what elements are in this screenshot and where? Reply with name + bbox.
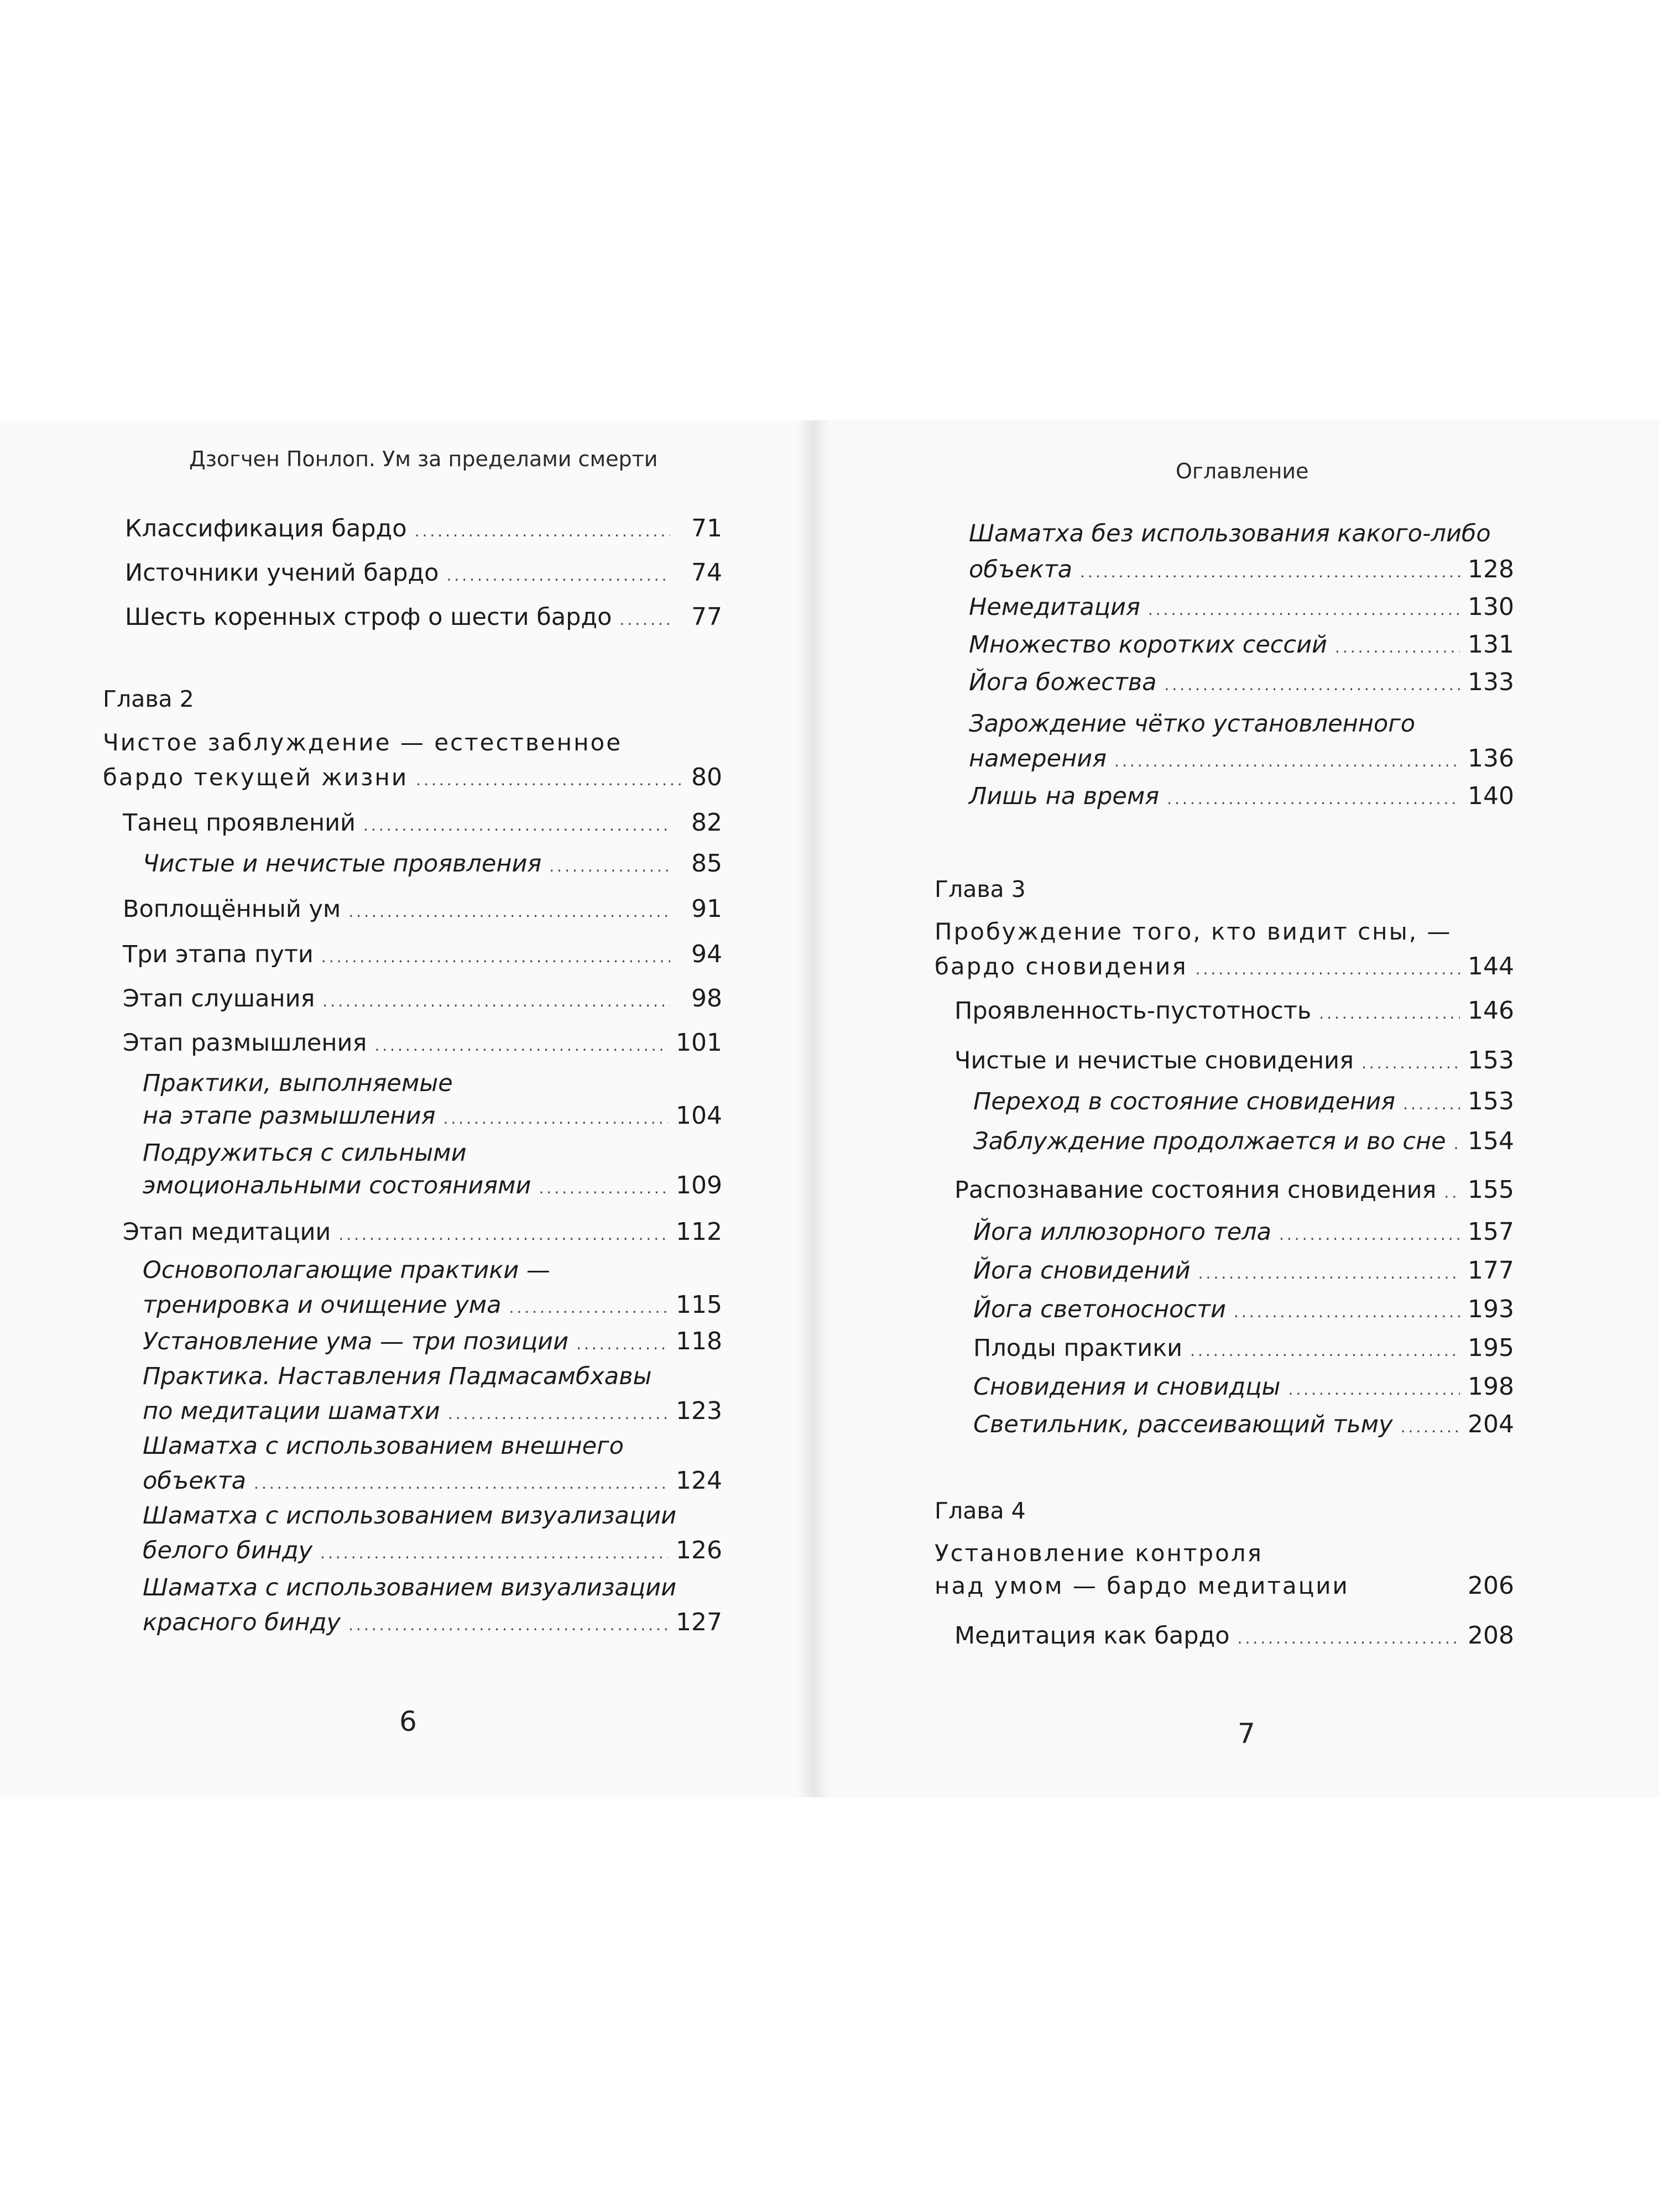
toc-subsection-title: Переход в состояние сновидения [973, 1088, 1396, 1115]
leader-dots [374, 1036, 668, 1055]
leader-dots [1335, 638, 1460, 657]
toc-subsection-title: Основополагающие практики — [143, 1256, 550, 1284]
chapter-label: Глава 4 [935, 1498, 1026, 1524]
toc-section-page: 91 [691, 895, 722, 923]
toc-subsection [973, 1410, 1514, 1439]
leader-dots [576, 1335, 668, 1354]
toc-entry-page: 136 [1468, 744, 1514, 773]
toc-section [123, 1029, 722, 1058]
toc-entry-page: 130 [1468, 593, 1514, 621]
left-running-head: Дзогчен Понлоп. Ум за пределами смерти [189, 447, 658, 471]
toc-subsection-page: 126 [676, 1536, 722, 1564]
toc-subsection-title-cont: эмоциональными состояниями [143, 1172, 531, 1199]
leader-dots [1454, 1135, 1460, 1154]
leader-dots [1401, 1418, 1460, 1437]
leader-dots [338, 1225, 668, 1244]
leader-dots [1080, 563, 1460, 582]
chapter-title-cont: над умом — бардо медитации [935, 1572, 1349, 1599]
toc-subsection [143, 1291, 722, 1320]
toc-section [954, 1176, 1514, 1205]
toc-subsection-page: 118 [676, 1327, 722, 1355]
toc-subsection-title: Подружиться с сильными [143, 1139, 467, 1167]
right-page-number: 7 [1238, 1718, 1255, 1750]
chapter-page: 80 [691, 763, 722, 791]
toc-entry-page: 74 [691, 559, 722, 587]
toc-entry-title: Шаматха без использования какого-либо [969, 520, 1491, 547]
toc-subsection-title: Установление ума — три позиции [143, 1328, 569, 1355]
toc-subsection-title: Шаматха с использованием внешнего [143, 1432, 624, 1460]
toc-section-title: Чистые и нечистые сновидения [954, 1047, 1354, 1074]
leader-dots [416, 771, 684, 789]
toc-section-title: Танец проявлений [123, 809, 356, 837]
leader-dots [549, 857, 670, 876]
toc-subsection-title: Светильник, рассеивающий тьму [973, 1411, 1393, 1438]
toc-subsection-title-cont: красного бинду [143, 1609, 341, 1636]
toc-subsection-page: 157 [1468, 1218, 1514, 1246]
toc-entry-page: 128 [1468, 555, 1514, 583]
leader-dots [1198, 1264, 1460, 1283]
right-running-head: Оглавление [1176, 459, 1309, 483]
leader-dots [1190, 1342, 1460, 1360]
toc-subsection [143, 1467, 722, 1496]
toc-entry [969, 593, 1514, 622]
toc-section-page: 153 [1468, 1046, 1514, 1074]
toc-subsection-page: 109 [676, 1171, 722, 1199]
toc-entry-title: Шесть коренных строф о шести бардо [125, 603, 612, 631]
chapter-title-line [935, 1572, 1514, 1600]
toc-subsection-title: Практика. Наставления Падмасамбхавы [143, 1363, 652, 1390]
toc-section [123, 984, 722, 1014]
toc-subsection-title: Йога светоносности [973, 1296, 1227, 1323]
leader-dots [1196, 960, 1460, 978]
leader-dots [1114, 752, 1460, 771]
toc-section-title: Этап размышления [123, 1029, 367, 1057]
toc-subsection-page: 204 [1468, 1410, 1514, 1438]
toc-section [123, 940, 722, 969]
toc-entry-title: Лишь на время [969, 782, 1160, 810]
toc-entry [969, 744, 1514, 774]
toc-section-page: 82 [691, 808, 722, 837]
leader-dots [1361, 1054, 1460, 1073]
toc-section-page: 94 [691, 940, 722, 968]
toc-section-page: 155 [1468, 1176, 1514, 1204]
toc-entry-title-cont: объекта [969, 556, 1073, 583]
toc-entry-page: 71 [691, 514, 722, 542]
toc-subsection-title-cont: белого бинду [143, 1537, 313, 1564]
leader-dots [363, 816, 670, 835]
toc-section-title: Воплощённый ум [123, 895, 341, 923]
toc-entry [125, 603, 722, 632]
leader-dots [320, 1544, 668, 1563]
toc-section-title: Плоды практики [973, 1334, 1183, 1362]
leader-dots [322, 992, 670, 1011]
toc-section-page: 98 [691, 984, 722, 1013]
toc-subsection-title: Практики, выполняемые [143, 1070, 453, 1097]
toc-subsection-title: Шаматха с использованием визуализации [143, 1574, 677, 1601]
toc-entry [969, 782, 1514, 811]
chapter-title: Чистое заблуждение — естественное [103, 729, 623, 756]
toc-section-title: Этап слушания [123, 985, 315, 1013]
toc-subsection-page: 127 [676, 1608, 722, 1636]
toc-entry-page: 140 [1468, 782, 1514, 810]
toc-section-title: Проявленность-пустотность [954, 997, 1312, 1025]
left-page-number: 6 [399, 1705, 417, 1738]
chapter-title-cont: бардо сновидения [935, 953, 1188, 980]
toc-entry-title: Классификация бардо [125, 515, 407, 542]
toc-entry [969, 668, 1514, 697]
toc-entry-page: 131 [1468, 630, 1514, 659]
leader-dots [1288, 1380, 1460, 1399]
toc-subsection-title: Сновидения и сновидцы [973, 1373, 1281, 1401]
leader-dots [415, 522, 670, 541]
leader-dots [254, 1474, 668, 1493]
toc-subsection-title: Йога иллюзорного тела [973, 1218, 1271, 1246]
toc-subsection-page: 177 [1468, 1256, 1514, 1285]
toc-entry-title: Йога божества [969, 669, 1157, 696]
leader-dots [321, 948, 670, 967]
leader-dots [509, 1298, 668, 1317]
leader-dots [348, 1616, 668, 1635]
toc-subsection-title: Чистые и нечистые проявления [143, 850, 542, 878]
leader-dots [1238, 1629, 1460, 1648]
toc-entry [969, 555, 1514, 585]
leader-dots [446, 566, 670, 585]
toc-subsection [973, 1295, 1514, 1324]
toc-subsection-title: Йога сновидений [973, 1257, 1191, 1285]
toc-subsection-title: Заблуждение продолжается и во сне [973, 1128, 1446, 1155]
toc-subsection-page: 123 [676, 1397, 722, 1425]
toc-section-title: Распознавание состояния сновидения [954, 1176, 1437, 1204]
toc-subsection-title: Шаматха с использованием визуализации [143, 1502, 677, 1530]
leader-dots [1167, 790, 1460, 808]
toc-subsection-page: 124 [676, 1467, 722, 1495]
toc-subsection-page: 104 [676, 1102, 722, 1130]
toc-entry [125, 514, 722, 544]
toc-subsection-page: 153 [1468, 1087, 1514, 1115]
toc-subsection-title-cont: тренировка и очищение ума [143, 1291, 502, 1319]
toc-section-page: 101 [676, 1029, 722, 1057]
toc-section-title: Медитация как бардо [954, 1622, 1230, 1650]
leader-dots [348, 902, 670, 921]
toc-subsection [973, 1218, 1514, 1247]
toc-subsection [143, 1327, 722, 1357]
chapter-title-line [103, 763, 722, 791]
toc-section-page: 112 [676, 1218, 722, 1246]
toc-entry [125, 559, 722, 588]
toc-subsection-title-cont: объекта [143, 1467, 247, 1495]
toc-section [123, 895, 722, 924]
toc-subsection-page: 193 [1468, 1295, 1514, 1323]
toc-section [973, 1334, 1514, 1363]
toc-section [954, 997, 1514, 1026]
leader-dots [1319, 1004, 1460, 1023]
toc-subsection-title-cont: на этапе размышления [143, 1102, 436, 1130]
toc-subsection-page: 154 [1468, 1127, 1514, 1155]
toc-subsection [143, 1397, 722, 1426]
leader-dots [619, 611, 670, 629]
chapter-title: Установление контроля [935, 1540, 1263, 1567]
toc-subsection-page: 198 [1468, 1373, 1514, 1401]
toc-section-page: 195 [1468, 1334, 1514, 1362]
toc-entry-title: Источники учений бардо [125, 559, 439, 587]
toc-entry-title: Зарождение чётко установленного [969, 710, 1416, 738]
chapter-page: 206 [1468, 1572, 1514, 1600]
chapter-page: 144 [1468, 952, 1514, 980]
leader-dots [443, 1109, 668, 1128]
chapter-title-cont: бардо текущей жизни [103, 764, 409, 791]
toc-section [123, 1218, 722, 1247]
toc-subsection-page: 85 [691, 849, 722, 878]
leader-dots [1403, 1095, 1460, 1114]
toc-subsection [973, 1087, 1514, 1117]
chapter-label: Глава 2 [103, 686, 194, 712]
toc-section-title: Три этапа пути [123, 941, 314, 968]
toc-entry-title: Немедитация [969, 593, 1140, 621]
toc-section [954, 1621, 1514, 1651]
toc-subsection [973, 1256, 1514, 1286]
toc-section [954, 1046, 1514, 1076]
toc-subsection [973, 1373, 1514, 1402]
toc-entry-title: Множество коротких сессий [969, 631, 1327, 659]
leader-dots [448, 1405, 668, 1423]
toc-section [123, 808, 722, 838]
toc-entry-page: 77 [691, 603, 722, 631]
toc-subsection-page: 115 [676, 1291, 722, 1319]
leader-dots [1444, 1183, 1460, 1202]
toc-subsection-title-cont: по медитации шаматхи [143, 1397, 440, 1425]
chapter-title-line [935, 952, 1514, 980]
leader-dots [1165, 676, 1460, 695]
toc-subsection [143, 849, 722, 879]
chapter-title: Пробуждение того, кто видит сны, — [935, 918, 1452, 945]
toc-entry [969, 630, 1514, 660]
toc-subsection [973, 1127, 1514, 1156]
toc-subsection [143, 1608, 722, 1637]
leader-dots [539, 1179, 668, 1198]
toc-subsection [143, 1536, 722, 1566]
toc-section-title: Этап медитации [123, 1218, 331, 1246]
toc-entry-page: 133 [1468, 668, 1514, 696]
toc-subsection [143, 1102, 722, 1131]
toc-section-page: 146 [1468, 997, 1514, 1025]
book-gutter [796, 420, 830, 1797]
toc-entry-title-cont: намерения [969, 745, 1107, 773]
leader-dots [1279, 1225, 1460, 1244]
chapter-label: Глава 3 [935, 876, 1026, 902]
toc-subsection [143, 1171, 722, 1201]
leader-dots [1234, 1303, 1460, 1322]
leader-dots [1148, 601, 1460, 619]
toc-section-page: 208 [1468, 1621, 1514, 1650]
